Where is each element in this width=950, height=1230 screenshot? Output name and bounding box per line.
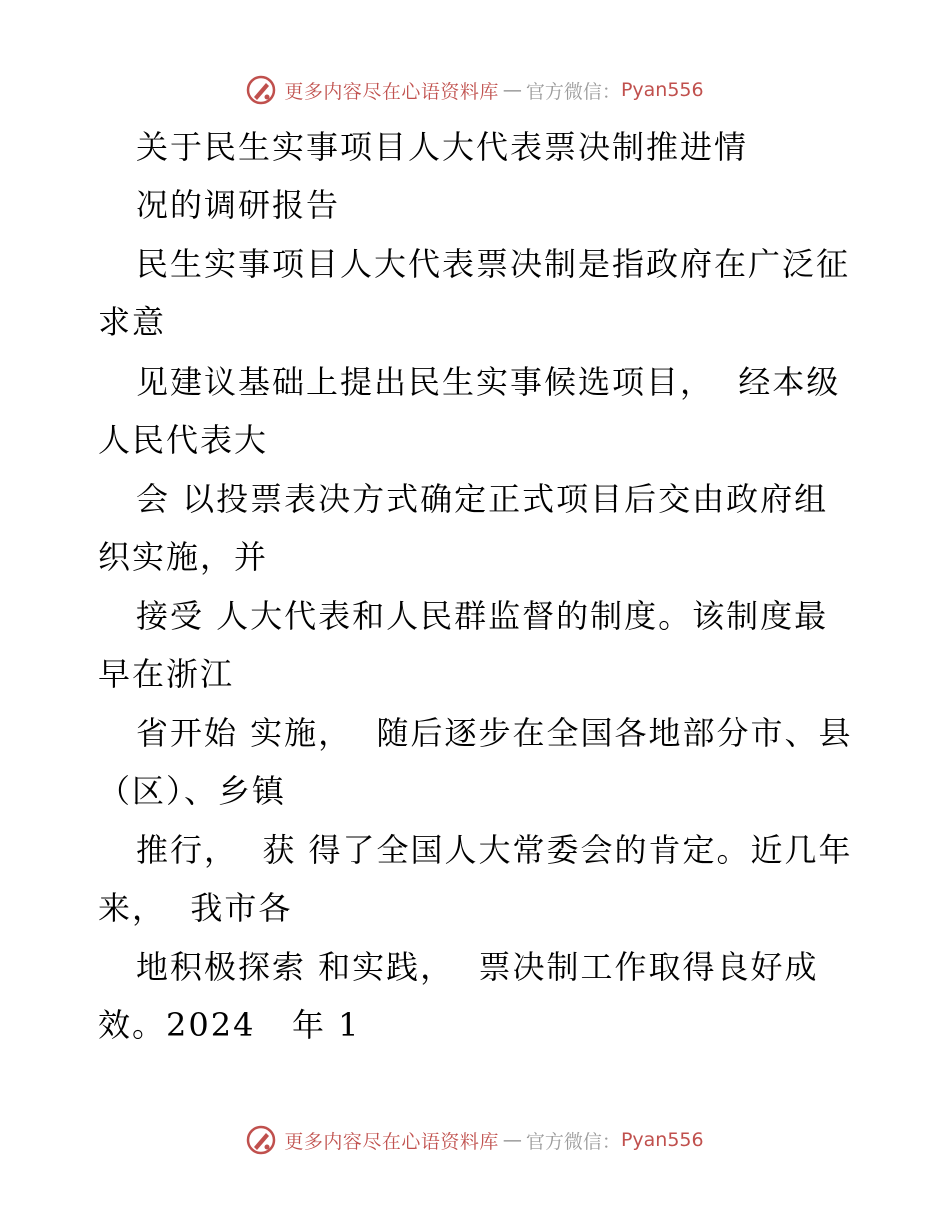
paragraph-line: 接受 人大代表和人民群监督的制度。该制度最 bbox=[136, 597, 829, 635]
banner-text: 更多内容尽在心语资料库 bbox=[284, 1130, 499, 1153]
footer-banner bbox=[0, 1120, 950, 1160]
banner-wechat-label: 官方微信： bbox=[525, 1130, 621, 1153]
paragraph-line: 推行， 获 得了全国人大常委会的肯定。近几年 bbox=[136, 831, 853, 869]
banner-wechat-id: Pyan556 bbox=[620, 79, 704, 101]
document-title-line-1: 关于民生实事项目人大代表票决制推进情 bbox=[136, 128, 749, 166]
paragraph-line: 织实施，并 bbox=[98, 538, 269, 576]
paragraph-line: 省开始 实施， 随后逐步在全国各地部分市、县 bbox=[136, 714, 853, 752]
paragraph-line: （区）、乡镇 bbox=[98, 772, 287, 810]
paragraph-line: 会 以投票表决方式确定正式项目后交由政府组 bbox=[136, 480, 829, 518]
banner-separator: — bbox=[502, 79, 522, 101]
paragraph-line: 地积极探索 和实践， 票决制工作取得良好成 bbox=[136, 948, 819, 986]
document-title-line-2: 况的调研报告 bbox=[136, 186, 341, 224]
paragraph-line: 人民代表大 bbox=[98, 421, 269, 459]
header-banner bbox=[0, 70, 950, 110]
pen-logo-icon bbox=[246, 1125, 276, 1155]
paragraph-line: 求意 bbox=[98, 303, 167, 341]
banner-wechat-label: 官方微信： bbox=[525, 80, 621, 103]
paragraph-line: 见建议基础上提出民生实事候选项目， 经本级 bbox=[136, 363, 841, 401]
paragraph-line: 民生实事项目人大代表票决制是指政府在广泛征 bbox=[136, 245, 851, 283]
banner-wechat-id: Pyan556 bbox=[620, 1129, 704, 1151]
pen-logo-icon bbox=[246, 75, 276, 105]
banner-text: 更多内容尽在心语资料库 bbox=[284, 80, 499, 103]
paragraph-line: 早在浙江 bbox=[98, 655, 235, 693]
paragraph-line: 效。2024 年 1 bbox=[98, 1006, 361, 1044]
paragraph-line: 来， 我市各 bbox=[98, 889, 293, 927]
banner-separator: — bbox=[502, 1129, 522, 1151]
